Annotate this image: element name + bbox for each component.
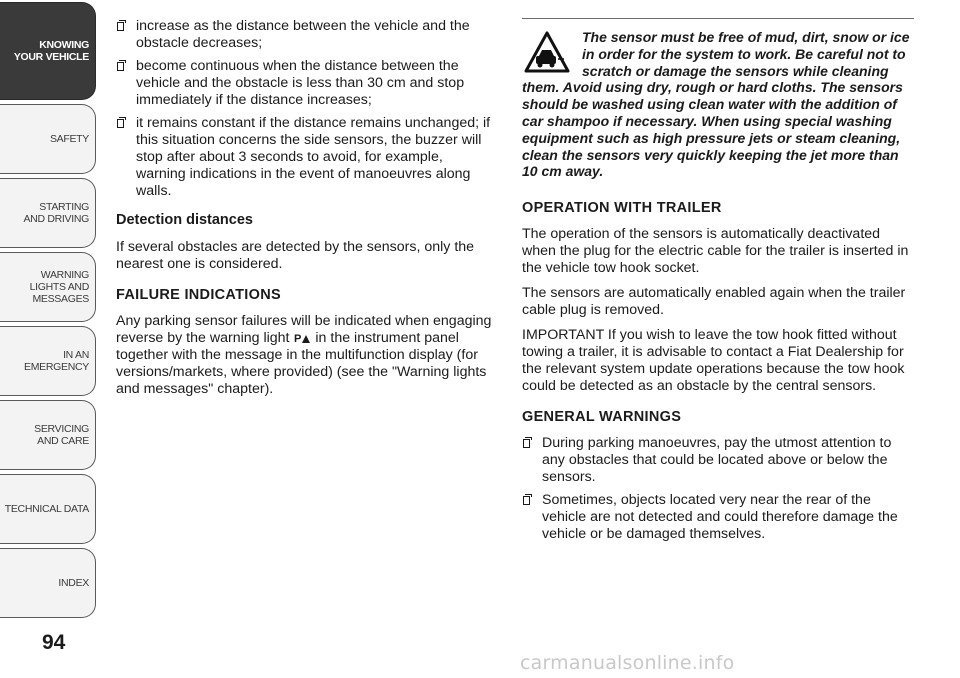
tab-in-an-emergency[interactable]: IN AN EMERGENCY [0, 326, 96, 396]
list-item: During parking manoeuvres, pay the utmost attention to any obstacles that could be located above or below the sensors. [522, 435, 914, 486]
parking-sensor-warning-light-icon [294, 332, 310, 344]
tab-knowing-your-vehicle[interactable]: KNOWING YOUR VEHICLE [0, 2, 96, 100]
warning-block: The sensor must be free of mud, dirt, snow or ice in order for the system to work. Be careful not to scratch or damage the sensors while cleaning them. Avoid using dry, rough or hard cloths. The sensors should be washed using clean water with the addition of car shampoo if necessary. When using special washing equipment such as high pressure jets or steam cleaning, clean the sensors very quickly keeping the jet more than 10 cm away. [522, 18, 914, 180]
tab-servicing-and-care[interactable]: SERVICING AND CARE [0, 400, 96, 470]
list-item: increase as the distance between the vehicle and the obstacle decreases; [116, 18, 496, 52]
list-item: Sometimes, objects located very near the rear of the vehicle are not detected and could therefore damage the vehicle or be damaged themselves. [522, 492, 914, 543]
checkbox-bullet-icon [523, 496, 530, 505]
trailer-paragraph: The sensors are automatically enabled again when the trailer cable plug is removed. [522, 285, 906, 319]
failure-indications-heading: FAILURE INDICATIONS [116, 287, 281, 303]
page-number: 94 [42, 631, 66, 654]
detection-distances-text: If several obstacles are detected by the sensors, only the nearest one is considered. [116, 239, 475, 272]
trailer-paragraph: The operation of the sensors is automatically deactivated when the plug for the electric cable for the trailer is inserted in the vehicle tow hook socket. [522, 226, 909, 277]
operation-with-trailer-heading: OPERATION WITH TRAILER [522, 200, 722, 217]
checkbox-bullet-icon [523, 439, 530, 448]
right-column [522, 18, 914, 549]
tab-safety[interactable]: SAFETY [0, 104, 96, 174]
checkbox-bullet-icon [117, 22, 124, 31]
checkbox-bullet-icon [117, 119, 124, 128]
tab-warning-lights-and-messages[interactable]: WARNING LIGHTS AND MESSAGES [0, 252, 96, 322]
checkbox-bullet-icon [117, 62, 124, 71]
warning-triangle-icon [524, 31, 570, 73]
left-column [116, 18, 496, 406]
tab-index[interactable]: INDEX [0, 548, 96, 618]
list-item: it remains constant if the distance remains unchanged; if this situation concerns the side sensors, the buzzer will stop after about 3 seconds to avoid, for example, warning indications in the event of manoeuvres along walls. [116, 115, 496, 200]
detection-distances-heading: Detection distances [116, 212, 253, 228]
tab-starting-and-driving[interactable]: STARTING AND DRIVING [0, 178, 96, 248]
svg-text:P: P [294, 333, 302, 344]
failure-indications-text: Any parking sensor failures will be indicated when engaging reverse by the warning light P in the instrument panel together with the message in the multifunction display (for versions/markets, where provided) (see the "Warning lights and messages" chapter). [116, 313, 492, 397]
watermark: carmanualsonline.info [520, 652, 735, 674]
chapter-sidebar [0, 0, 102, 640]
general-warnings-heading: GENERAL WARNINGS [522, 409, 682, 426]
trailer-important-paragraph: IMPORTANT If you wish to leave the tow hook fitted without towing a trailer, it is advisable to contact a Fiat Dealership for the relevant system update operations because the tow hook could be detected as an obstacle by the central sensors. [522, 327, 905, 395]
list-item: become continuous when the distance between the vehicle and the obstacle is less than 30 cm and stop immediately if the distance increases; [116, 58, 496, 109]
tab-technical-data[interactable]: TECHNICAL DATA [0, 474, 96, 544]
